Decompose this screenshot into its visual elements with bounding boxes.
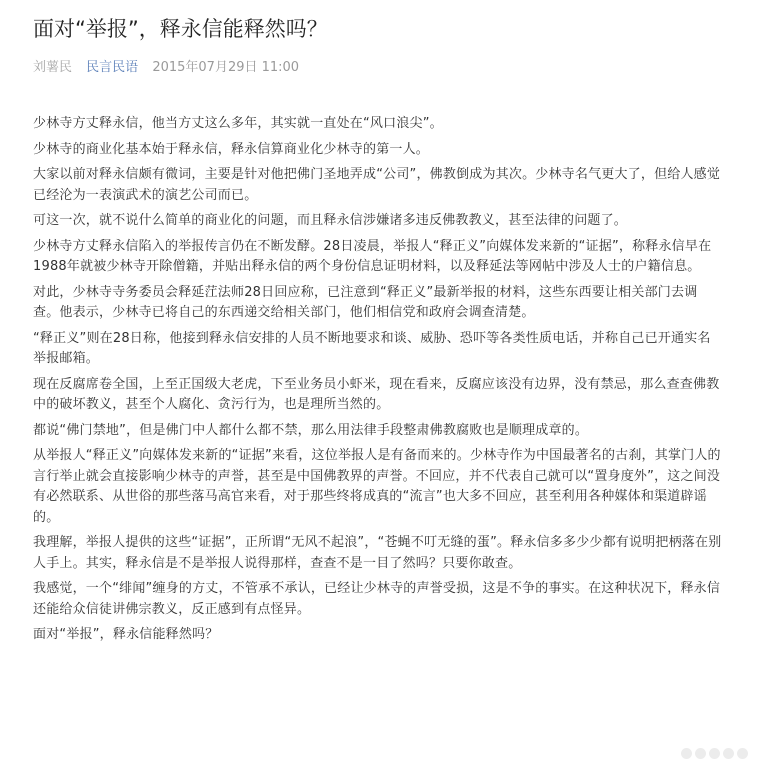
paragraph: 大家以前对释永信颇有微词，主要是针对他把佛门圣地弄成“公司”，佛教倒成为其次。少林寺名气更大了，但给人感觉已经沦为一表演武术的演艺公司而已。 (33, 167, 721, 203)
paragraph: 少林寺的商业化基本始于释永信，释永信算商业化少林寺的第一人。 (33, 141, 430, 157)
paragraph: 都说“佛门禁地”，但是佛门中人都什么都不禁，那么用法律手段整肃佛教腐败也是顺理成章的。 (33, 422, 589, 438)
article-title: 面对“举报”，释永信能释然吗？ (33, 17, 328, 41)
publish-date: 2015年07月29日 11:00 (152, 60, 300, 75)
paragraph: 面对“举报”，释永信能释然吗？ (33, 627, 219, 642)
paragraph: “释正义”则在28日称，他接到释永信安排的人员不断地要求和谈、威胁、恐吓等各类性质电话，并称自己已开通实名举报邮箱。 (33, 330, 711, 366)
article-body (33, 114, 723, 651)
watermark (681, 748, 748, 759)
paragraph: 对此，少林寺寺务委员会释延茳法师28日回应称，已注意到“释正义”最新举报的材料，这些东西要让相关部门去调查。他表示，少林寺已将自己的东西递交给相关部门，他们相信党和政府会调查清楚。 (33, 284, 698, 320)
paragraph: 少林寺方丈释永信陷入的举报传言仍在不断发酵。28日凌晨，举报人“释正义”向媒体发来新的“证据”，称释永信早在1988年就被少林寺开除僧籍，并贴出释永信的两个身份信息证明材料，以及释延法等网帖中涉及人士的户籍信息。 (33, 238, 712, 274)
author-name[interactable]: 刘薯民 (33, 60, 73, 75)
watermark-dot (709, 748, 720, 759)
watermark-dot (695, 748, 706, 759)
paragraph: 可这一次，就不说什么简单的商业化的问题，而且释永信涉嫌诸多违反佛教教义，甚至法律的问题了。 (33, 213, 628, 228)
source-link[interactable]: 民言民语 (86, 60, 139, 75)
paragraph: 我理解，举报人提供的这些“证据”，正所谓“无风不起浪”，“苍蝇不叮无缝的蛋”。释永信多多少少都有说明把柄落在别人手上。其实，释永信是不是举报人说得那样，查查不是一目了然吗？只要你敢查。 (33, 535, 722, 571)
paragraph: 少林寺方丈释永信，他当方丈这么多年，其实就一直处在“风口浪尖”。 (33, 116, 443, 131)
article-meta (33, 58, 299, 78)
paragraph: 从举报人“释正义”向媒体发来新的“证据”来看，这位举报人是有备而来的。少林寺作为中国最著名的古刹，其掌门人的言行举止就会直接影响少林寺的声誉，甚至是中国佛教界的声誉。不回应，并不代表自己就可以“置身度外”，这之间没有必然联系、从世俗的那些落马高官来看，对于那些终将成真的“流言”也大多不回应，甚至利用各种媒体和渠道辟谣的。 (33, 448, 721, 525)
paragraph: 现在反腐席卷全国，上至正国级大老虎，下至业务员小虾米，现在看来，反腐应该没有边界，没有禁忌，那么查查佛教中的破坏教义，甚至个人腐化、贪污行为，也是理所当然的。 (33, 376, 720, 412)
watermark-dot (723, 748, 734, 759)
watermark-dot (737, 748, 748, 759)
paragraph: 我感觉，一个“绯闻”缠身的方丈，不管承不承认，已经让少林寺的声誉受损，这是不争的事实。在这种状况下，释永信还能给众信徒讲佛宗教义，反正感到有点怪异。 (33, 581, 721, 617)
watermark-dot (681, 748, 692, 759)
